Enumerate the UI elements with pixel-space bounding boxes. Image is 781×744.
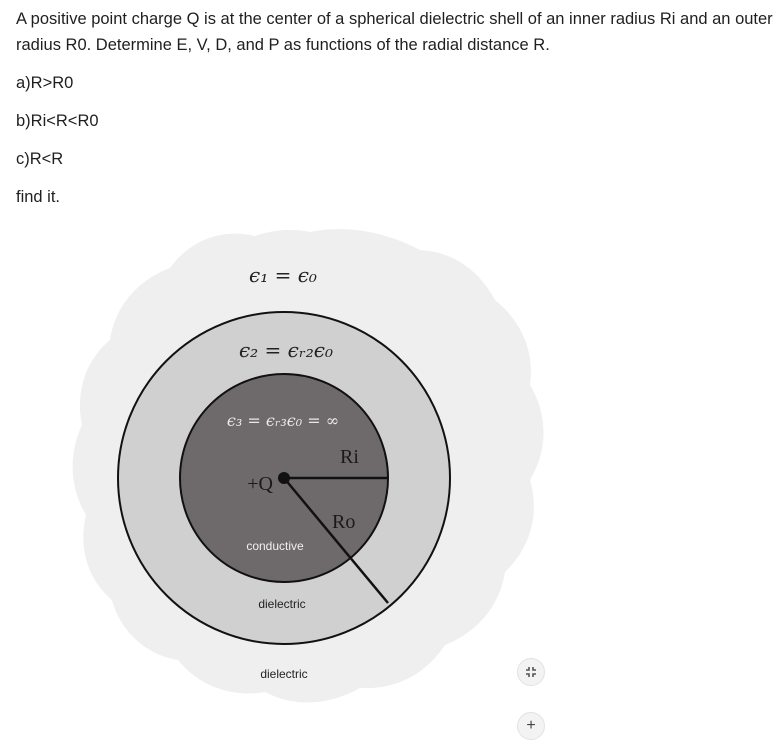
question-text: A positive point charge Q is at the center of a spherical dielectric shell of an inner radius Ri and an outer radius R0. Determine E, V, D, and P as functions of the radial distance R. (16, 10, 773, 54)
question-closing: find it. (16, 188, 61, 206)
question-part-a: a)R>R0 (16, 74, 74, 92)
question-part-c: c)R<R (16, 150, 64, 168)
zoom-in-button[interactable] (517, 712, 545, 740)
dielectric-shell-label: dielectric (258, 597, 306, 611)
expand-arrows-icon (524, 665, 538, 679)
eps2-label: ϵ₂ = ϵᵣ₂ϵ₀ (238, 338, 334, 362)
ri-label: Ri (340, 446, 359, 468)
expand-icon[interactable] (517, 658, 545, 686)
question-part-b: b)Ri<R<R0 (16, 112, 99, 130)
point-charge-dot (278, 472, 290, 484)
dielectric-outer-label: dielectric (260, 667, 308, 681)
eps3-label: ϵ₃ = ϵᵣ₃ϵ₀ = ∞ (226, 411, 340, 430)
eps1-label: ϵ₁ = ϵ₀ (249, 263, 317, 287)
ro-label: Ro (332, 511, 356, 533)
charge-label: +Q (247, 473, 273, 495)
conductive-label: conductive (246, 539, 304, 553)
plus-icon: + (526, 717, 536, 734)
